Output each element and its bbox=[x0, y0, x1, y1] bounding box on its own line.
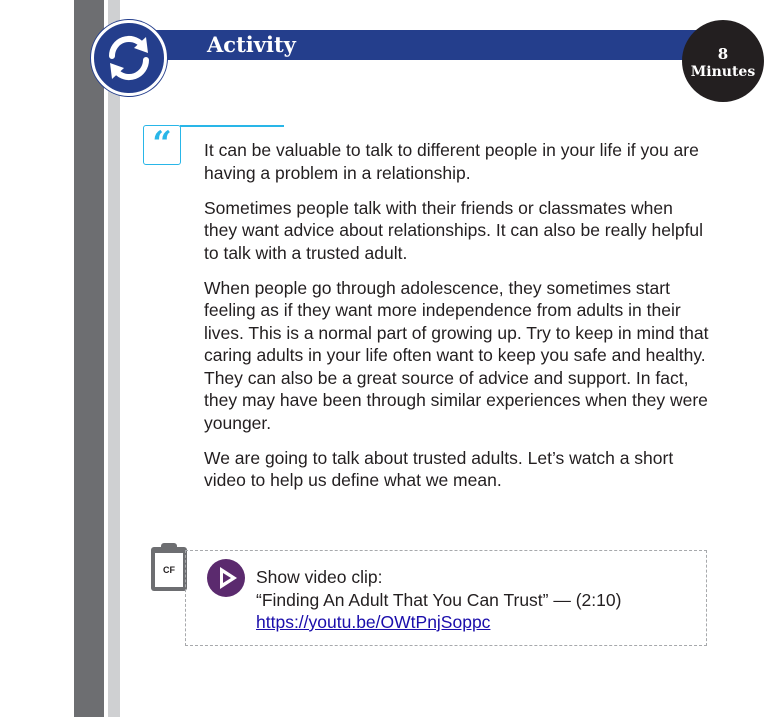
refresh-arrows-icon bbox=[91, 20, 167, 96]
quote-icon: “ bbox=[143, 125, 181, 165]
play-icon bbox=[204, 556, 248, 600]
clipboard-clip bbox=[161, 543, 177, 550]
paragraph: When people go through adolescence, they sometimes start feeling as if they want more independence from adults in their lives. This is a normal part of growing up. Try to keep in mind that caring adults in your life often want to keep you safe and healthy. They can also be a great source of advice and support. In fact, they may have been through similar experiences when they were younger. bbox=[204, 277, 709, 433]
paragraph: Sometimes people talk with their friends or classmates when they want advice about relationships. It can also be really helpful to talk with a trusted adult. bbox=[204, 197, 704, 263]
duration-badge bbox=[682, 20, 764, 102]
activity-script bbox=[204, 139, 709, 504]
quote-divider-line bbox=[180, 125, 284, 127]
duration-unit: Minutes bbox=[690, 64, 756, 80]
video-link[interactable]: https://youtu.be/OWtPnjSoppc bbox=[256, 612, 491, 632]
video-title: “Finding An Adult That You Can Trust” — (2:10) bbox=[256, 589, 622, 610]
paragraph: It can be valuable to talk to different people in your life if you are having a problem in a relationship. bbox=[204, 140, 699, 183]
clipboard-label: CF bbox=[155, 553, 183, 587]
video-instruction: Show video clip: bbox=[256, 567, 383, 587]
paragraph: We are going to talk about trusted adults. Let’s watch a short video to help us define what we mean. bbox=[204, 447, 674, 490]
clipboard-icon bbox=[151, 547, 187, 591]
activity-title: Activity bbox=[207, 32, 296, 57]
video-details bbox=[256, 566, 621, 634]
duration-number: 8 bbox=[717, 45, 729, 63]
left-margin-bar-dark bbox=[74, 0, 104, 717]
left-margin-bar-light bbox=[108, 0, 120, 717]
